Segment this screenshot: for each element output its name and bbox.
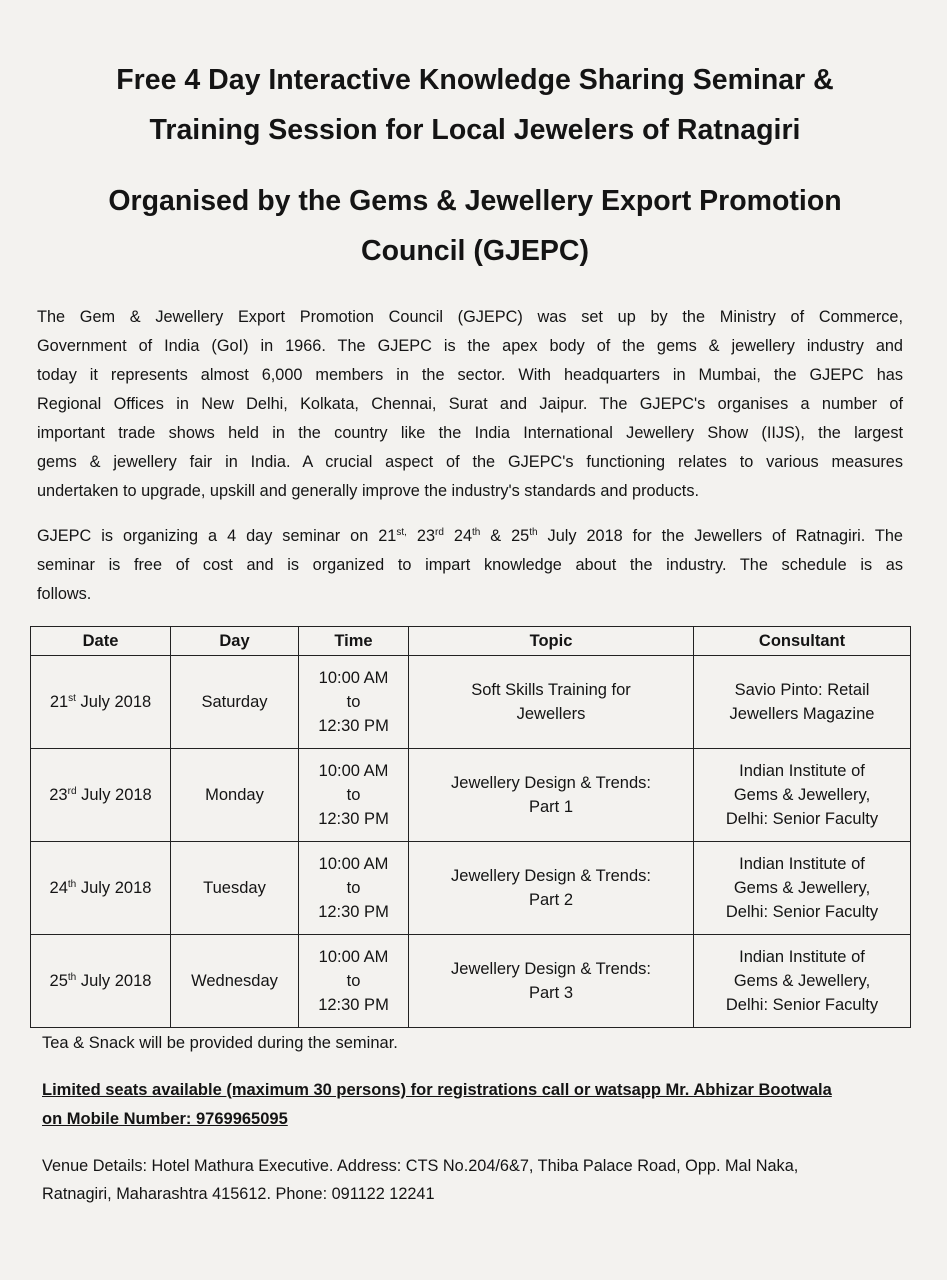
cell-topic: Soft Skills Training for Jewellers	[409, 656, 694, 749]
table-row	[31, 935, 911, 1028]
cell-consultant: Indian Institute of Gems & Jewellery, Delhi: Senior Faculty	[694, 842, 911, 935]
cell-consultant: Indian Institute of Gems & Jewellery, Delhi: Senior Faculty	[694, 749, 911, 842]
cell-topic: Jewellery Design & Trends: Part 3	[409, 935, 694, 1028]
refreshments-note: Tea & Snack will be provided during the seminar.	[42, 1034, 398, 1052]
intro-paragraph	[37, 303, 903, 506]
announcement-paragraph	[37, 522, 903, 609]
table-row	[31, 749, 911, 842]
cell-day: Monday	[171, 749, 299, 842]
table-row	[31, 842, 911, 935]
table-row	[31, 656, 911, 749]
venue-details: Venue Details: Hotel Mathura Executive. Address: CTS No.204/6&7, Thiba Palace Road, Opp. Mal Naka, Ratnagiri, Maharashtra 415612. Phone: 091122 12241	[42, 1157, 799, 1203]
header-time: Time	[299, 627, 409, 656]
seminar-title: Free 4 Day Interactive Knowledge Sharing Seminar & Training Session for Local Jewelers of Ratnagiri	[116, 64, 834, 146]
intro-line: Regional Offices in New Delhi, Kolkata, Chennai, Surat and Jaipur. The GJEPC's organises a number of	[37, 395, 903, 413]
intro-line: important trade shows held in the country like the India International Jewellery Show (IIJS), the largest	[37, 424, 903, 442]
table-header-row	[31, 627, 911, 656]
cell-time: 10:00 AM to 12:30 PM	[299, 935, 409, 1028]
cell-consultant: Indian Institute of Gems & Jewellery, Delhi: Senior Faculty	[694, 935, 911, 1028]
intro-line: Government of India (GoI) in 1966. The GJEPC is the apex body of the gems & jewellery industry and	[37, 337, 903, 355]
schedule-table	[30, 626, 911, 1028]
intro-line: The Gem & Jewellery Export Promotion Council (GJEPC) was set up by the Ministry of Commerce,	[37, 308, 903, 326]
announcement-line: GJEPC is organizing a 4 day seminar on $21^{st,}$ 23rd 24th & 25th July 2018 for the Jewellers of Ratnagiri. The	[37, 527, 903, 545]
announcement-line: seminar is free of cost and is organized to impart knowledge about the industry. The schedule is as	[37, 556, 903, 574]
header-date: Date	[31, 627, 171, 656]
announcement-line: follows.	[37, 585, 92, 603]
cell-day: Saturday	[171, 656, 299, 749]
intro-line: undertaken to upgrade, upskill and generally improve the industry's standards and products.	[37, 482, 699, 500]
cell-date: 25th July 2018	[31, 935, 171, 1028]
cell-consultant: Savio Pinto: Retail Jewellers Magazine	[694, 656, 911, 749]
intro-line: gems & jewellery fair in India. A crucial aspect of the GJEPC's functioning relates to various measures	[37, 453, 903, 471]
cell-date: 24th July 2018	[31, 842, 171, 935]
registration-notice: Limited seats available (maximum 30 persons) for registrations call or watsapp Mr. Abhizar Bootwala on Mobile Number: 9769965095	[42, 1081, 832, 1128]
cell-day: Wednesday	[171, 935, 299, 1028]
cell-date: 21st July 2018	[31, 656, 171, 749]
cell-time: 10:00 AM to 12:30 PM	[299, 656, 409, 749]
cell-time: 10:00 AM to 12:30 PM	[299, 842, 409, 935]
intro-line: today it represents almost 6,000 members in the sector. With headquarters in Mumbai, the GJEPC has	[37, 366, 903, 384]
organiser-heading: Organised by the Gems & Jewellery Export Promotion Council (GJEPC)	[108, 185, 842, 267]
cell-topic: Jewellery Design & Trends: Part 2	[409, 842, 694, 935]
cell-day: Tuesday	[171, 842, 299, 935]
cell-date: 23rd July 2018	[31, 749, 171, 842]
header-day: Day	[171, 627, 299, 656]
header-topic: Topic	[409, 627, 694, 656]
header-consultant: Consultant	[694, 627, 911, 656]
cell-time: 10:00 AM to 12:30 PM	[299, 749, 409, 842]
cell-topic: Jewellery Design & Trends: Part 1	[409, 749, 694, 842]
